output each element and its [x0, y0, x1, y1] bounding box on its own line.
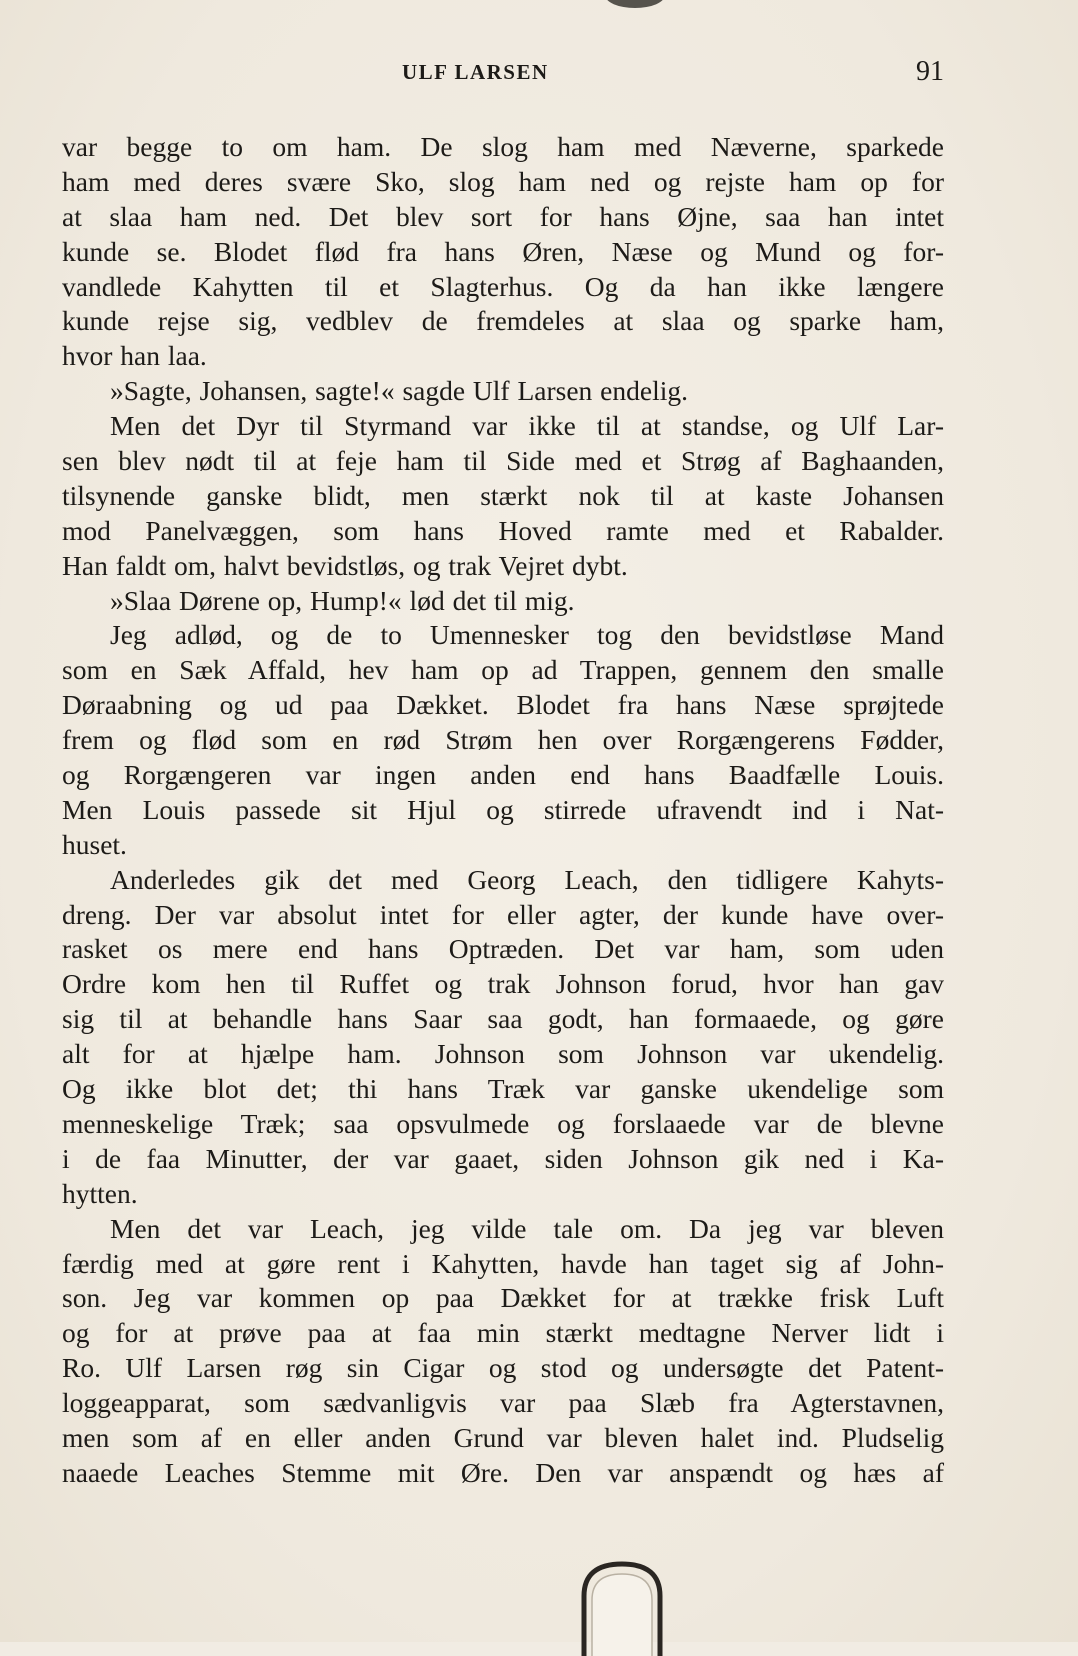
text-line: tilsynende ganske blidt, men stærkt nok til at kaste Johansen — [62, 479, 944, 511]
text-line: men som af en eller anden Grund var bleven halet ind. Pludselig — [62, 1421, 944, 1453]
body-text — [62, 130, 944, 1491]
text-line: Ro. Ulf Larsen røg sin Cigar og stod og undersøgte det Patent- — [62, 1352, 944, 1384]
text-line: loggeapparat, som sædvanligvis var paa Slæb fra Agterstavnen, — [62, 1387, 944, 1419]
text-line: Anderledes gik det med Georg Leach, den tidligere Kahyts- — [110, 863, 944, 895]
text-line: og Rorgængeren var ingen anden end hans Baadfælle Louis. — [62, 759, 944, 791]
text-line: som en Sæk Affald, hev ham op ad Trappen, gennem den smalle — [62, 654, 944, 686]
text-line: og for at prøve paa at faa min stærkt medtagne Nerver lidt i — [62, 1317, 944, 1349]
text-line: hytten. — [62, 1177, 138, 1209]
text-line: sig til at behandle hans Saar saa godt, han formaaede, og gøre — [62, 1003, 944, 1035]
page-binding-shadow — [605, 0, 665, 8]
text-line: vandlede Kahytten til et Slagterhus. Og da han ikke længere — [62, 270, 944, 302]
text-line: Og ikke blot det; thi hans Træk var ganske ukendelige som — [62, 1073, 944, 1105]
running-head: ULF LARSEN — [402, 60, 549, 84]
text-line: sen blev nødt til at feje ham til Side med et Strøg af Baghaanden, — [62, 445, 944, 477]
text-line: ham med deres svære Sko, slog ham ned og rejste ham op for — [62, 165, 944, 197]
text-line: son. Jeg var kommen op paa Dækket for at trække frisk Luft — [62, 1282, 944, 1314]
text-line: kunde rejse sig, vedblev de fremdeles at slaa og sparke ham, — [62, 305, 944, 337]
text-line: at slaa ham ned. Det blev sort for hans Øjne, saa han intet — [62, 200, 944, 232]
text-line: frem og flød som en rød Strøm hen over Rorgængerens Fødder, — [62, 724, 944, 756]
page-number: 91 — [916, 56, 944, 87]
text-line: hvor han laa. — [62, 340, 207, 372]
text-line: menneskelige Træk; saa opsvulmede og forslaaede var de blevne — [62, 1107, 944, 1139]
text-line: »Sagte, Johansen, sagte!« sagde Ulf Larsen endelig. — [110, 375, 688, 407]
text-line: mod Panelvæggen, som hans Hoved ramte med et Rabalder. — [62, 514, 944, 546]
paper-clip-mark — [572, 1556, 672, 1656]
text-line: Jeg adlød, og de to Umennesker tog den bevidstløse Mand — [110, 619, 944, 651]
text-line: kunde se. Blodet flød fra hans Øren, Næse og Mund og for- — [62, 235, 944, 267]
text-line: rasket os mere end hans Optræden. Det var ham, som uden — [62, 933, 944, 965]
text-line: i de faa Minutter, der var gaaet, siden Johnson gik ned i Ka- — [62, 1142, 944, 1174]
text-line: dreng. Der var absolut intet for eller agter, der kunde have over- — [62, 898, 944, 930]
text-line: Men det Dyr til Styrmand var ikke til at standse, og Ulf Lar- — [110, 410, 944, 442]
text-line: alt for at hjælpe ham. Johnson som Johnson var ukendelig. — [62, 1038, 944, 1070]
text-line: »Slaa Dørene op, Hump!« lød det til mig. — [110, 584, 575, 616]
text-line: Ordre kom hen til Ruffet og trak Johnson forud, hvor han gav — [62, 968, 944, 1000]
page-header — [62, 56, 944, 92]
text-line: var begge to om ham. De slog ham med Næverne, sparkede — [62, 131, 944, 162]
text-line: naaede Leaches Stemme mit Øre. Den var anspændt og hæs af — [62, 1456, 944, 1488]
text-line: Men det var Leach, jeg vilde tale om. Da jeg var bleven — [110, 1212, 944, 1244]
text-line: huset. — [62, 828, 127, 860]
text-line: færdig med at gøre rent i Kahytten, havde han taget sig af John- — [62, 1247, 944, 1279]
text-line: Døraabning og ud paa Dækket. Blodet fra hans Næse sprøjtede — [62, 689, 944, 721]
text-line: Men Louis passede sit Hjul og stirrede ufravendt ind i Nat- — [62, 793, 944, 825]
text-line: Han faldt om, halvt bevidstløs, og trak Vejret dybt. — [62, 549, 628, 581]
